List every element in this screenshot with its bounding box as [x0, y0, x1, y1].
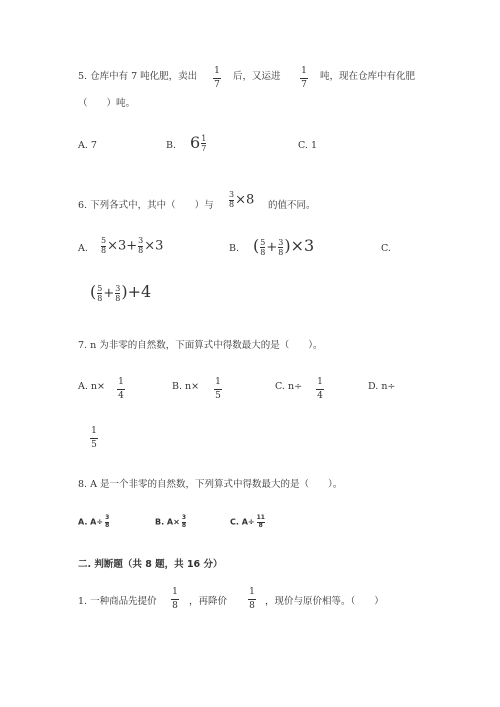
q6-a-frac2-num: 3 — [138, 236, 144, 245]
q5-option-b-label[interactable]: B. — [166, 140, 177, 151]
j1-frac1-den: 8 — [172, 601, 178, 611]
q8-c-frac-den: 8 — [258, 522, 263, 529]
q6-c-frac2-den: 8 — [115, 293, 121, 303]
q6-b-plus: + — [266, 240, 278, 255]
q7-b-frac-den: 5 — [215, 391, 221, 401]
q6-prefix: 6. 下列各式中，其中（ ）与 — [78, 200, 214, 211]
q6-b-open-paren: ( — [253, 236, 260, 255]
q8-option-b-frac — [182, 515, 186, 529]
q6-b-frac2-num: 3 — [278, 237, 284, 247]
q6-c-frac1 — [97, 285, 102, 303]
q6-b-frac1 — [260, 239, 265, 257]
j1-frac2-num: 1 — [249, 587, 255, 597]
q6-expr — [228, 191, 254, 209]
q5-frac2 — [300, 66, 308, 91]
j1-frac2-den: 8 — [249, 601, 255, 611]
q8-a-frac-num: 3 — [105, 514, 110, 521]
j1-prefix: 1. 一种商品先提价 — [78, 596, 157, 607]
q5-suffix: 吨，现在仓库中有化肥 — [320, 71, 416, 82]
q7-option-d[interactable]: D. n÷ — [368, 381, 396, 392]
q6-expr-frac-den: 8 — [229, 200, 235, 209]
q6-a-frac2-den: 8 — [138, 246, 144, 255]
q5-option-b-whole: 6 — [190, 133, 201, 152]
q5-prefix: 5. 仓库中有 7 吨化肥，卖出 — [78, 71, 198, 82]
q5-mid: 后，又运进 — [233, 71, 281, 82]
q5-frac2-den: 7 — [301, 80, 307, 90]
j1-frac2 — [248, 587, 256, 612]
q7-b-frac-num: 1 — [215, 377, 221, 387]
q8-b-frac-num: 3 — [181, 514, 187, 521]
q7-option-b[interactable]: B. n× — [172, 381, 200, 392]
q5-option-a[interactable]: A. 7 — [78, 140, 97, 151]
j1-frac1 — [171, 587, 179, 612]
q6-a-term1: ×3+ — [107, 238, 138, 254]
q6-expr-frac-num: 3 — [229, 190, 235, 199]
q7-option-a[interactable]: A. n× — [78, 381, 105, 392]
q6-a-frac1 — [101, 237, 106, 255]
q6-c-frac1-num: 5 — [97, 283, 103, 293]
q6-c-frac1-den: 8 — [97, 293, 103, 303]
q6-option-b-label[interactable]: B. — [229, 243, 240, 254]
q8-a-frac-den: 8 — [105, 522, 110, 529]
q7-a-frac-den: 4 — [118, 391, 124, 401]
q6-c-frac2-num: 3 — [115, 283, 121, 293]
q8-option-c-text: C. A÷ — [230, 517, 255, 527]
q5-frac1-num: 1 — [214, 66, 220, 76]
q6-a-frac1-den: 8 — [101, 246, 107, 255]
q6-b-frac2 — [278, 239, 283, 257]
q5-option-c[interactable]: C. 1 — [298, 140, 318, 151]
q7-option-c-frac — [316, 377, 324, 402]
q8-text: 8. A 是一个非零的自然数，下列算式中得数最大的是（ ）。 — [78, 479, 343, 490]
q5-frac1 — [213, 66, 221, 91]
q8-option-b[interactable] — [155, 515, 186, 529]
q8-option-a-text: A. A÷ — [78, 517, 104, 527]
q7-option-d-frac — [90, 426, 98, 451]
q6-option-b-expr[interactable] — [253, 236, 314, 257]
q5-option-b-frac-num: 1 — [201, 133, 207, 143]
q7-d-frac-den: 5 — [91, 440, 97, 450]
q8-option-a[interactable] — [78, 515, 109, 529]
q7-a-frac-num: 1 — [118, 377, 124, 387]
q7-option-a-frac — [117, 377, 125, 402]
q7-c-frac-num: 1 — [317, 377, 323, 387]
section-2-heading: 二. 判断题（共 8 题，共 16 分） — [78, 559, 223, 570]
q6-option-c-expr[interactable] — [90, 282, 151, 303]
q6-c-close-term: )+4 — [121, 282, 152, 301]
q6-expr-frac — [229, 191, 234, 209]
j1-suffix: ，现价与原价相等。（ ） — [265, 596, 384, 607]
q8-b-frac-den: 8 — [181, 522, 187, 529]
q8-option-a-frac — [105, 515, 109, 529]
q8-option-b-text: B. A× — [155, 517, 180, 527]
q7-option-b-frac — [214, 377, 222, 402]
q6-b-frac1-num: 5 — [260, 237, 266, 247]
q6-expr-rest: ×8 — [235, 192, 255, 208]
q5-option-b-frac-den: 7 — [201, 143, 207, 153]
q7-d-frac-num: 1 — [91, 426, 97, 436]
q6-a-frac2 — [138, 237, 143, 255]
q5-option-b-value[interactable] — [190, 133, 207, 153]
q5-line2: （ ）吨。 — [78, 98, 136, 109]
q7-c-frac-den: 4 — [317, 391, 323, 401]
q5-frac1-den: 7 — [214, 80, 220, 90]
q6-b-close-term: )×3 — [284, 236, 315, 255]
q5-frac2-num: 1 — [301, 66, 307, 76]
q6-c-open-paren: ( — [90, 282, 97, 301]
q8-c-frac-num: 11 — [256, 514, 265, 521]
q6-option-a-expr[interactable] — [100, 237, 163, 255]
q6-option-c-label[interactable]: C. — [381, 243, 391, 254]
q6-c-plus: + — [103, 286, 115, 301]
q6-suffix: 的值不同。 — [268, 200, 316, 211]
q6-option-a-label[interactable]: A. — [78, 243, 88, 254]
q6-b-frac2-den: 8 — [278, 247, 284, 257]
q5-option-b-frac — [201, 135, 206, 153]
q8-option-c[interactable] — [230, 515, 265, 529]
q6-c-frac2 — [115, 285, 120, 303]
q6-b-frac1-den: 8 — [260, 247, 266, 257]
q7-text: 7. n 为非零的自然数，下面算式中得数最大的是（ ）。 — [78, 340, 323, 351]
j1-frac1-num: 1 — [172, 587, 178, 597]
q8-option-c-frac — [257, 515, 265, 529]
j1-mid: ，再降价 — [189, 596, 228, 607]
q6-a-frac1-num: 5 — [101, 236, 107, 245]
q6-a-term2: ×3 — [144, 238, 164, 254]
q7-option-c[interactable]: C. n÷ — [275, 381, 303, 392]
